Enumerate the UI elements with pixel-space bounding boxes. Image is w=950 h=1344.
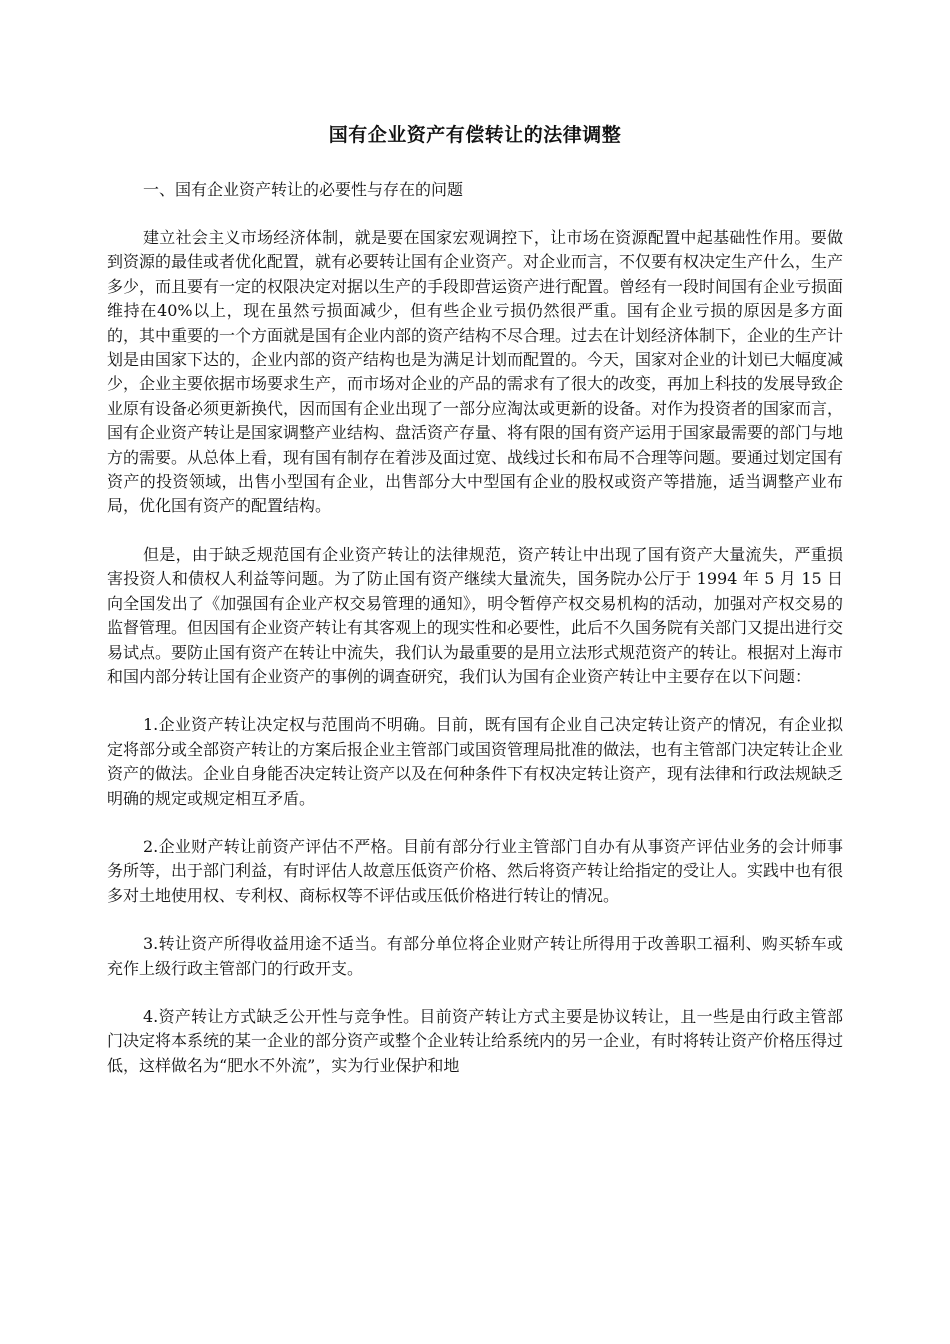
document-page bbox=[107, 120, 843, 1102]
paragraph-2: 但是，由于缺乏规范国有企业资产转让的法律规范，资产转让中出现了国有资产大量流失，严重损害投资人和债权人利益等问题。为了防止国有资产继续大量流失，国务院办公厅于 1994 年 5 月 15 日向全国发出了《加强国有企业产权交易管理的通知》，明令暂停产权交易机构的活动，加强对产权交易的监督管理。但因国有企业资产转让有其客观上的现实性和必要性，此后不久国务院有关部门又提出进行交易试点。要防止国有资产在转让中流失，我们认为最重要的是用立法形式规范资产的转让。根据对上海市和国内部分转让国有企业资产的事例的调查研究，我们认为国有企业资产转让中主要存在以下问题： bbox=[107, 544, 844, 686]
paragraph-6: 4.资产转让方式缺乏公开性与竞争性。目前资产转让方式主要是协议转让，且一些是由行政主管部门决定将本系统的某一企业的部分资产或整个企业转让给系统内的另一企业，有时将转让资产价格压得过低，这样做名为“肥水不外流”，实为行业保护和地 bbox=[107, 1006, 844, 1075]
paragraph-5: 3.转让资产所得收益用途不适当。有部分单位将企业财产转让所得用于改善职工福利、购买轿车或充作上级行政主管部门的行政开支。 bbox=[107, 934, 843, 978]
section-heading: 一、国有企业资产转让的必要性与存在的问题 bbox=[143, 180, 464, 199]
paragraph-1: 建立社会主义市场经济体制，就是要在国家宏观调控下，让市场在资源配置中起基础性作用。要做到资源的最佳或者优化配置，就有必要转让国有企业资产。对企业而言，不仅要有权决定生产什么，生产多少，而且要有一定的权限决定对据以生产的手段即营运资产进行配置。曾经有一段时间国有企业亏损面维持在40%以上，现在虽然亏损面减少，但有些企业亏损仍然很严重。国有企业亏损的原因是多方面的，其中重要的一个方面就是国有企业内部的资产结构不尽合理。过去在计划经济体制下，企业的生产计划是由国家下达的，企业内部的资产结构也是为满足计划而配置的。今天，国家对企业的计划已大幅度减少，企业主要依据市场要求生产，而市场对企业的产品的需求有了很大的改变，再加上科技的发展导致企业原有设备必须更新换代，因而国有企业出现了一部分应淘汰或更新的设备。对作为投资者的国家而言，国有企业资产转让是国家调整产业结构、盘活资产存量、将有限的国有资产运用于国家最需要的部门与地方的需要。从总体上看，现有国有制存在着涉及面过宽、战线过长和布局不合理等问题。要通过划定国有资产的投资领域，出售小型国有企业，出售部分大中型国有企业的股权或资产等措施，适当调整产业布局，优化国有资产的配置结构。 bbox=[107, 228, 844, 516]
document-title: 国有企业资产有偿转让的法律调整 bbox=[328, 124, 622, 146]
paragraph-4: 2.企业财产转让前资产评估不严格。目前有部分行业主管部门自办有从事资产评估业务的会计师事务所等，出于部门利益，有时评估人故意压低资产价格、然后将资产转让给指定的受让人。实践中也有很多对土地使用权、专利权、商标权等不评估或压低价格进行转让的情况。 bbox=[107, 836, 844, 905]
paragraph-3: 1.企业资产转让决定权与范围尚不明确。目前，既有国有企业自己决定转让资产的情况，有企业拟定将部分或全部资产转让的方案后报企业主管部门或国资管理局批准的做法，也有主管部门决定转让企业资产的做法。企业自身能否决定转让资产以及在何种条件下有权决定转让资产，现有法律和行政法规缺乏明确的规定或规定相互矛盾。 bbox=[107, 715, 844, 808]
